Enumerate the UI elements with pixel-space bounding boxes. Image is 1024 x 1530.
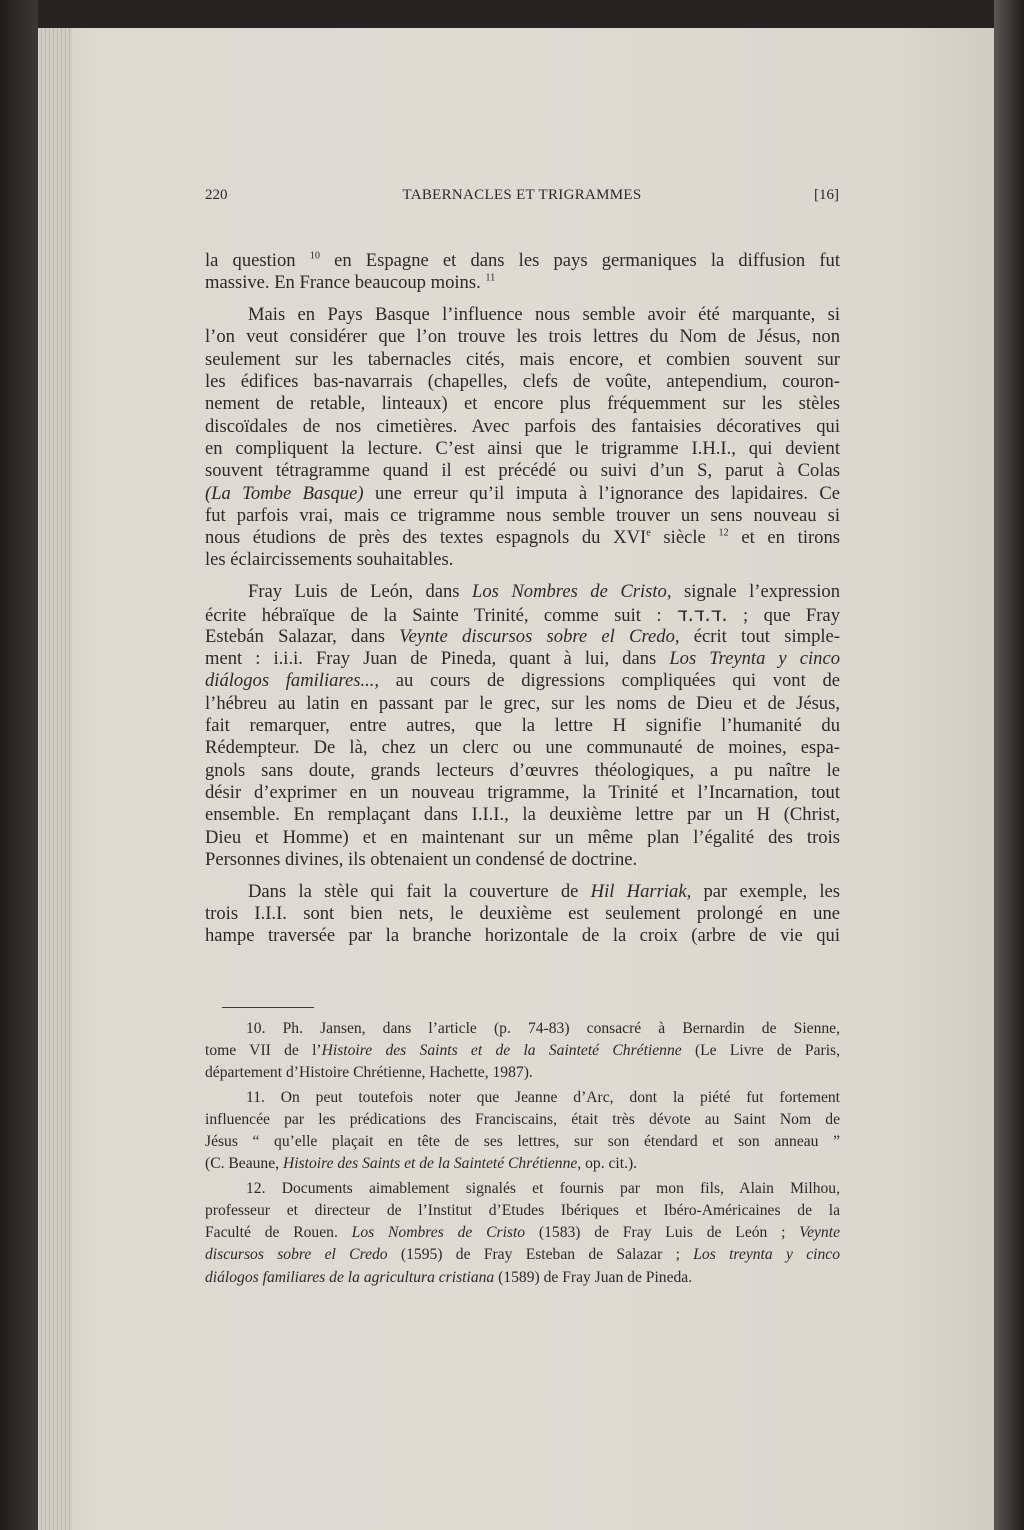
footnote-line: 12. Documents aimablement signalés et fournis par mon fils, Alain Milhou, bbox=[246, 1179, 840, 1197]
footnote-separator bbox=[222, 1007, 314, 1008]
body-line: ment : i.i.i. Fray Juan de Pineda, quant à lui, dans Los Treynta y cinco bbox=[205, 648, 841, 670]
body-line: Fray Luis de León, dans Los Nombres de Cristo, signale l’expression bbox=[248, 581, 840, 603]
footnote-reference: 12 bbox=[718, 527, 729, 539]
running-title: TABERNACLES ET TRIGRAMMES bbox=[402, 187, 642, 203]
body-line: Personnes divines, ils obtenaient un condensé de doctrine. bbox=[205, 848, 638, 870]
body-line: Rédempteur. De là, chez un clerc ou une communauté de moines, espa- bbox=[205, 737, 840, 759]
italic-title: diálogos familiares de la agricultura cristiana bbox=[205, 1268, 495, 1286]
italic-title: Histoire des Saints et de la Sainteté Chrétienne, bbox=[282, 1155, 582, 1173]
footnote-reference: 10 bbox=[309, 250, 320, 262]
scan-background-top bbox=[0, 0, 1024, 28]
body-line: écrite hébraïque de la Sainte Trinité, comme suit : ד.ד.ד. ; que Fray bbox=[205, 602, 840, 626]
italic-title: Los Nombres de Cristo, bbox=[472, 581, 672, 603]
footnote-line: département d’Histoire Chrétienne, Hachette, 1987). bbox=[205, 1064, 533, 1082]
body-line: en compliquent la lecture. C’est ainsi que le trigramme I.H.I., qui devient bbox=[205, 437, 840, 459]
italic-title: diálogos familiares..., bbox=[205, 670, 380, 692]
body-line: nement de retable, linteaux) et encore plus fréquemment sur les stèles bbox=[205, 393, 840, 415]
footnote-line: diálogos familiares de la agricultura cristiana (1589) de Fray Juan de Pineda. bbox=[205, 1268, 693, 1286]
body-line: fut parfois vrai, mais ce trigramme nous semble trouver un sens nouveau si bbox=[205, 504, 840, 526]
footnote-reference: 11 bbox=[485, 272, 496, 284]
italic-title: Hil Harriak, bbox=[590, 880, 692, 902]
footnote-line: influencée par les prédications des Franciscains, était très dévote au Saint Nom de bbox=[205, 1111, 840, 1128]
body-line: Estebán Salazar, dans Veynte discursos sobre el Credo, écrit tout simple- bbox=[205, 625, 840, 647]
scan-background-left bbox=[0, 0, 38, 1530]
body-line: Mais en Pays Basque l’influence nous semble avoir été marquante, si bbox=[248, 304, 840, 326]
footnote-line: Faculté de Rouen. Los Nombres de Cristo (1583) de Fray Luis de León ; Veynte bbox=[205, 1224, 840, 1242]
footnote-line: 10. Ph. Jansen, dans l’article (p. 74-83) consacré à Bernardin de Sienne, bbox=[246, 1020, 840, 1037]
body-line: nous étudions de près des textes espagnols du XVIe siècle $^{12}$ et en tirons bbox=[205, 527, 841, 549]
body-line: hampe traversée par la branche horizontale de la croix (arbre de vie qui bbox=[205, 925, 840, 947]
footnote-line: 11. On peut toutefois noter que Jeanne d’Arc, dont la piété fut fortement bbox=[246, 1088, 840, 1106]
body-line: souvent tétragramme quand il est précédé ou suivi d’un S, parut à Colas bbox=[205, 460, 840, 482]
italic-title: Veynte discursos sobre el Credo, bbox=[399, 625, 680, 647]
body-line: massive. En France beaucoup moins. $^{11}$ bbox=[205, 272, 496, 294]
hebrew-letters: ד.ד.ד. bbox=[676, 602, 728, 626]
italic-title: Veynte bbox=[799, 1224, 840, 1242]
italic-title: (La Tombe Basque) bbox=[205, 482, 364, 504]
body-line: désir d’exprimer en un nouveau trigramme, la Trinité et l’Incarnation, tout bbox=[205, 781, 840, 803]
italic-title: Los Nombres de Cristo bbox=[351, 1224, 526, 1242]
footnote-line: (C. Beaune, Histoire des Saints et de la Sainteté Chrétienne, op. cit.). bbox=[205, 1155, 638, 1173]
italic-title: Los treynta y cinco bbox=[693, 1246, 840, 1264]
body-line: trois I.I.I. sont bien nets, le deuxième est seulement prolongé en une bbox=[205, 902, 840, 924]
body-line: Dieu et Homme) et en maintenant sur un même plan l’égalité des trois bbox=[205, 826, 840, 848]
body-line: Dans la stèle qui fait la couverture de Hil Harriak, par exemple, les bbox=[248, 880, 840, 902]
body-line: les éclaircissements souhaitables. bbox=[205, 549, 454, 571]
footnote-line: Jésus “ qu’elle plaçait en tête de ses lettres, sur son étendard et son anneau ” bbox=[205, 1133, 840, 1151]
running-header bbox=[205, 187, 839, 207]
italic-title: Los Treynta y cinco bbox=[669, 648, 841, 670]
page-stack-edges bbox=[38, 28, 72, 1530]
body-line: les édifices bas-navarrais (chapelles, clefs de voûte, antependium, couron- bbox=[205, 371, 840, 392]
book-gutter-edge bbox=[994, 0, 1024, 1530]
body-line: l’hébreu au latin en passant par le grec, sur les noms de Dieu et de Jésus, bbox=[205, 692, 840, 714]
body-line: fait remarquer, entre autres, que la lettre H signifie l’humanité du bbox=[205, 715, 840, 736]
footnote-line: discursos sobre el Credo (1595) de Fray Esteban de Salazar ; Los treynta y cinco bbox=[205, 1246, 840, 1264]
italic-title: Histoire des Saints et de la Sainteté Chrétienne bbox=[321, 1042, 682, 1060]
section-number: [16] bbox=[814, 187, 839, 203]
page-number: 220 bbox=[205, 187, 228, 203]
body-line: diálogos familiares..., au cours de digressions compliquées qui vont de bbox=[205, 670, 840, 692]
footnote-line: professeur et directeur de l’Institut d’Etudes Ibériques et Ibéro-Américaines de la bbox=[205, 1202, 840, 1219]
body-line: ensemble. En remplaçant dans I.I.I., la deuxième lettre par un H (Christ, bbox=[205, 804, 840, 826]
footnote-reference: e bbox=[646, 527, 651, 539]
body-line: l’on veut considérer que l’on trouve les trois lettres du Nom de Jésus, non bbox=[205, 326, 840, 348]
body-line: gnols sans doute, grands lecteurs d’œuvres théologiques, a pu naître le bbox=[205, 759, 840, 781]
body-line: (La Tombe Basque) une erreur qu’il imputa à l’ignorance des lapidaires. Ce bbox=[205, 482, 840, 504]
italic-title: discursos sobre el Credo bbox=[205, 1246, 388, 1264]
body-line: discoïdales de nos cimetières. Avec parfois des fantaisies décoratives qui bbox=[205, 415, 840, 437]
body-line: seulement sur les tabernacles cités, mais encore, et combien souvent sur bbox=[205, 348, 840, 370]
body-line: la question $^{10}$ en Espagne et dans les pays germaniques la diffusion fut bbox=[205, 250, 840, 271]
footnote-line: tome VII de l’Histoire des Saints et de la Sainteté Chrétienne (Le Livre de Paris, bbox=[205, 1042, 841, 1060]
